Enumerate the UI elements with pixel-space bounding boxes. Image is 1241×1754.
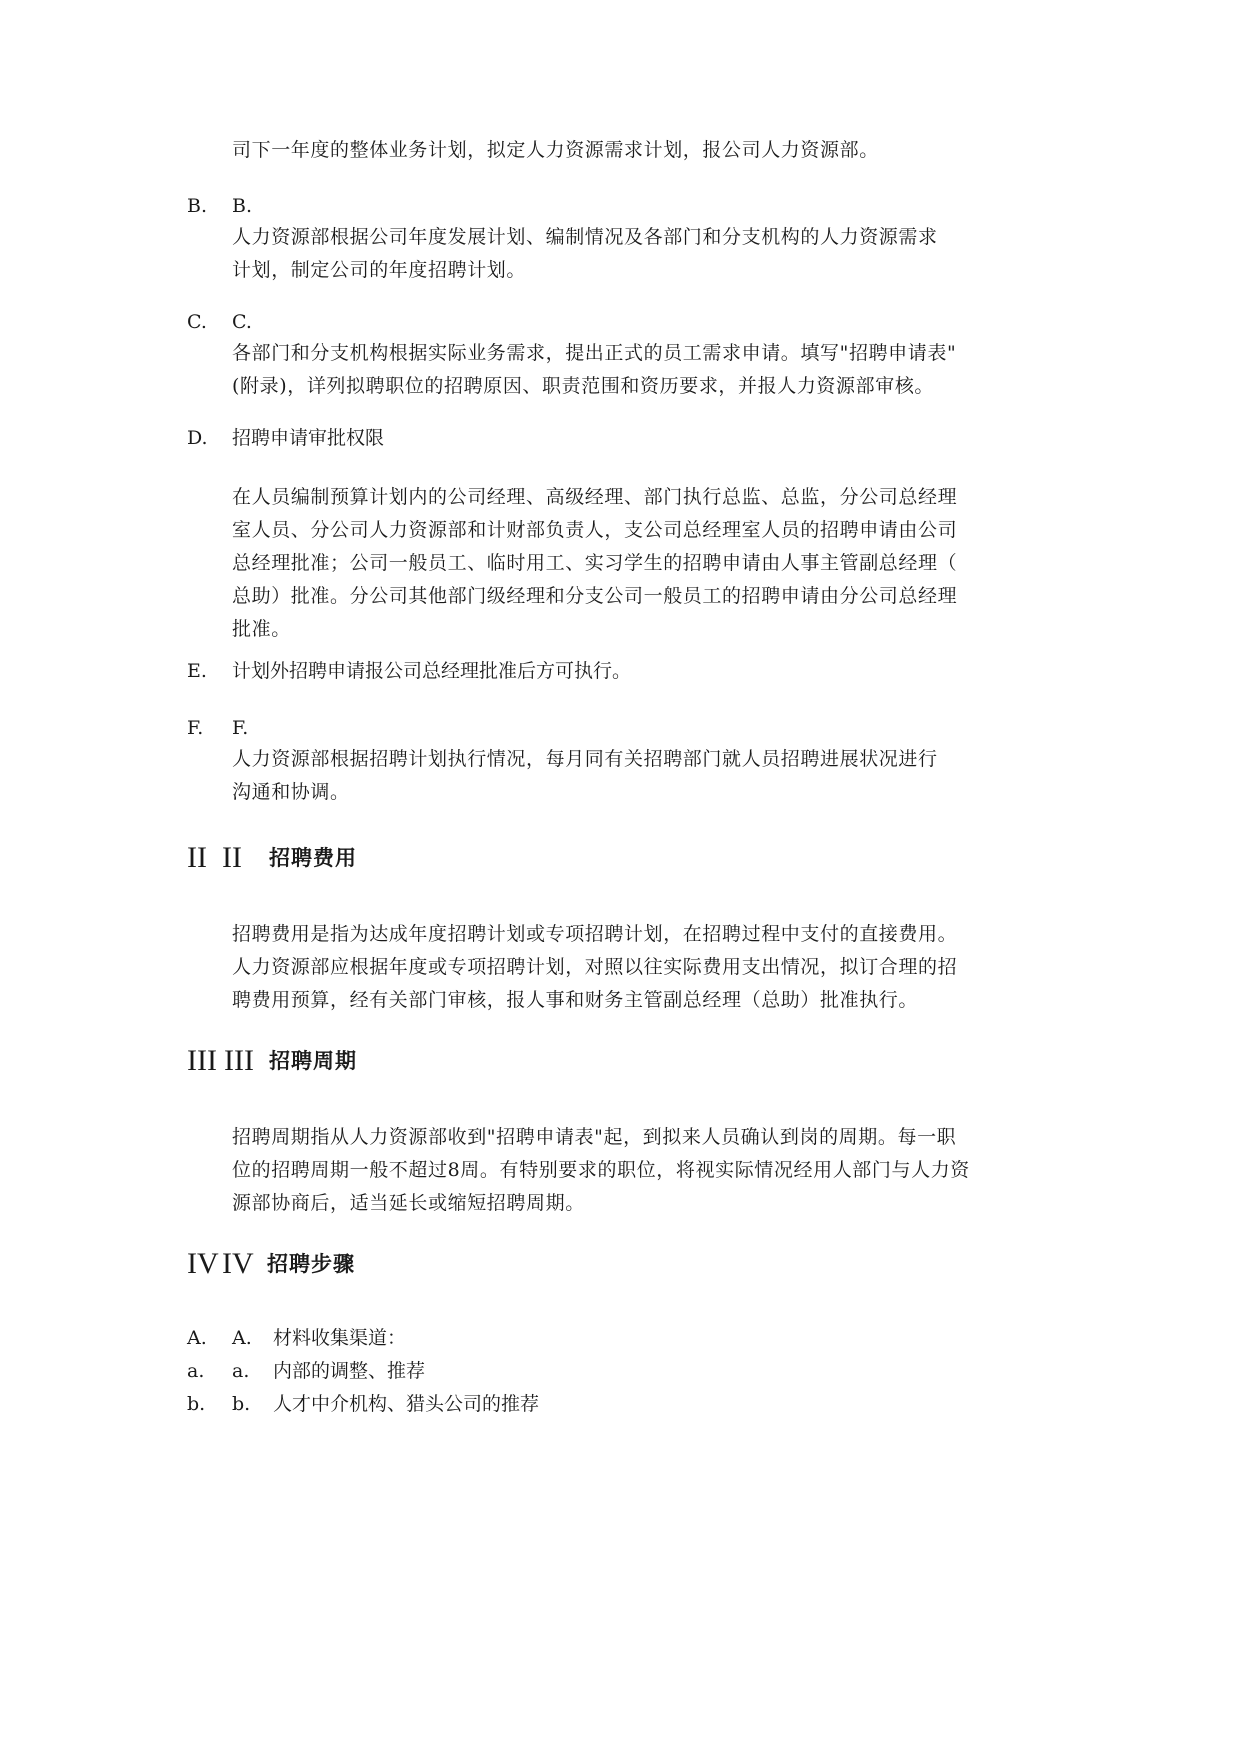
- list-marker-c-duplicate: C.: [232, 311, 252, 333]
- item-d-title: 招聘申请审批权限: [232, 427, 385, 449]
- section-number-2: II: [187, 841, 207, 874]
- list-marker-sub-a-duplicate: a.: [232, 1360, 250, 1382]
- item-f-paragraph: [232, 743, 1052, 809]
- section-number-4-duplicate: IV: [222, 1247, 254, 1280]
- text-line: 在人员编制预算计划内的公司经理、高级经理、部门执行总监、总监，分公司总经理: [232, 486, 958, 508]
- text-line: 人力资源部应根据年度或专项招聘计划，对照以往实际费用支出情况，拟订合理的招: [232, 956, 958, 978]
- text-line: 司下一年度的整体业务计划，拟定人力资源需求计划，报公司人力资源部。: [232, 139, 879, 161]
- list-marker-f: F.: [187, 717, 204, 739]
- item-b-paragraph: [232, 221, 1052, 287]
- item-d-paragraph: [232, 481, 1052, 646]
- text-line: 招聘费用是指为达成年度招聘计划或专项招聘计划，在招聘过程中支付的直接费用。: [232, 923, 958, 945]
- section-number-3-duplicate: III: [224, 1044, 254, 1077]
- section-title-3: 招聘周期: [269, 1049, 357, 1073]
- text-line: (附录)，详列拟聘职位的招聘原因、职责范围和资历要求，并报人力资源部审核。: [232, 375, 935, 397]
- section-title-2: 招聘费用: [269, 846, 357, 870]
- text-line: 位的招聘周期一般不超过8周。有特别要求的职位，将视实际情况经用人部门与人力资: [232, 1159, 970, 1181]
- text-line: 源部协商后，适当延长或缩短招聘周期。: [232, 1192, 585, 1214]
- text-line: 计划，制定公司的年度招聘计划。: [232, 259, 527, 281]
- list-marker-b: B.: [187, 195, 208, 217]
- list-marker-sub-b: b.: [187, 1393, 206, 1415]
- list-marker-sub-a: a.: [187, 1360, 205, 1382]
- section-2-paragraph: [232, 918, 1052, 1017]
- list-item-text: 材料收集渠道：: [273, 1327, 407, 1349]
- list-item-text: 内部的调整、推荐: [273, 1360, 426, 1382]
- list-item-text: 人才中介机构、猎头公司的推荐: [273, 1393, 540, 1415]
- text-line: 各部门和分支机构根据实际业务需求，提出正式的员工需求申请。填写"招聘申请表": [232, 342, 957, 364]
- list-marker-f-duplicate: F.: [232, 717, 249, 739]
- item-e-text: 计划外招聘申请报公司总经理批准后方可执行。: [232, 660, 632, 682]
- list-marker-e: E.: [187, 660, 207, 682]
- section-number-3: III: [187, 1044, 217, 1077]
- text-line: 批准。: [232, 618, 291, 640]
- list-marker-d: D.: [187, 427, 208, 449]
- text-line: 聘费用预算，经有关部门审核，报人事和财务主管副总经理（总助）批准执行。: [232, 989, 919, 1011]
- list-marker-c: C.: [187, 311, 207, 333]
- section-number-4: IV: [187, 1247, 219, 1280]
- text-line: 人力资源部根据招聘计划执行情况，每月同有关招聘部门就人员招聘进展状况进行: [232, 748, 938, 770]
- section-3-paragraph: [232, 1121, 1052, 1220]
- intro-paragraph: [232, 134, 1052, 167]
- list-marker-a-duplicate: A.: [232, 1327, 252, 1349]
- text-line: 沟通和协调。: [232, 781, 350, 803]
- text-line: 总助）批准。分公司其他部门级经理和分支公司一般员工的招聘申请由分公司总经理: [232, 585, 958, 607]
- item-c-paragraph: [232, 337, 1052, 403]
- text-line: 室人员、分公司人力资源部和计财部负责人，支公司总经理室人员的招聘申请由公司: [232, 519, 958, 541]
- list-marker-a: A.: [187, 1327, 207, 1349]
- section-number-2-duplicate: II: [222, 841, 242, 874]
- section-title-4: 招聘步骤: [267, 1252, 355, 1276]
- list-marker-b-duplicate: B.: [232, 195, 253, 217]
- text-line: 总经理批准；公司一般员工、临时用工、实习学生的招聘申请由人事主管副总经理（: [232, 552, 958, 574]
- text-line: 人力资源部根据公司年度发展计划、编制情况及各部门和分支机构的人力资源需求: [232, 226, 938, 248]
- list-marker-sub-b-duplicate: b.: [232, 1393, 251, 1415]
- text-line: 招聘周期指从人力资源部收到"招聘申请表"起，到拟来人员确认到岗的周期。每一职: [232, 1126, 957, 1148]
